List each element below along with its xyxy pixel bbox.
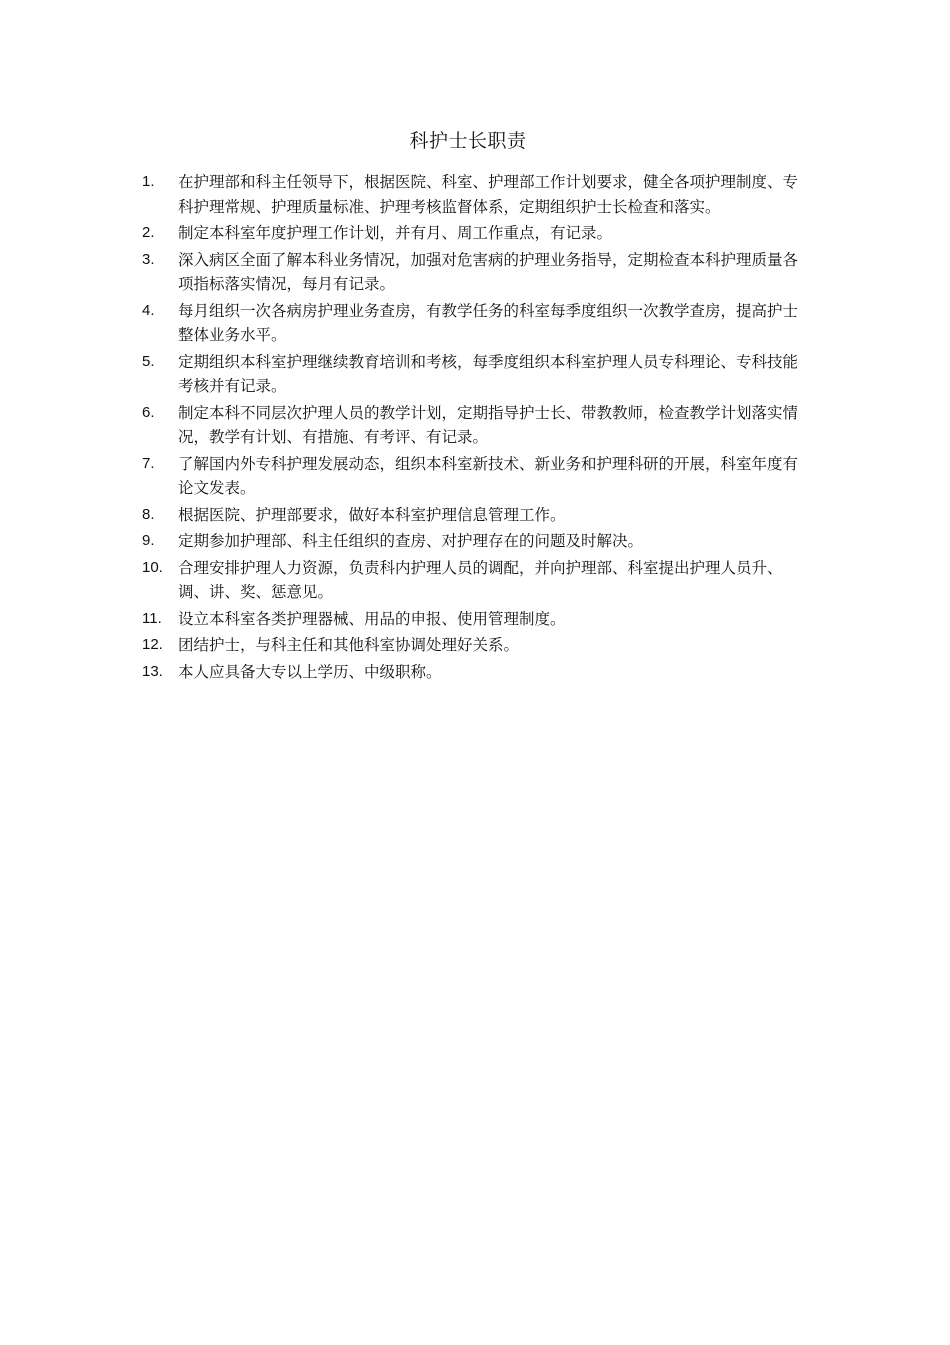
- duty-item: [138, 170, 798, 219]
- duty-number: 11.: [142, 609, 162, 627]
- duty-number: 6.: [142, 403, 155, 421]
- duties-list: [138, 170, 798, 686]
- duty-text: 设立本科室各类护理器械、用品的申报、使用管理制度。: [178, 609, 566, 628]
- duty-number: 3.: [142, 250, 155, 268]
- document-title: 科护士长职责: [409, 130, 527, 152]
- duty-item: [138, 607, 798, 632]
- duty-text: 定期参加护理部、科主任组织的查房、对护理存在的问题及时解决。: [178, 532, 644, 550]
- duty-number: 12.: [142, 636, 163, 653]
- duty-number: 9.: [142, 532, 155, 549]
- duty-text: 根据医院、护理部要求，做好本科室护理信息管理工作。: [178, 505, 566, 524]
- duty-item: [138, 221, 798, 246]
- duty-item: [138, 452, 798, 501]
- duty-text: 团结护士，与科主任和其他科室协调处理好关系。: [178, 636, 520, 654]
- duty-number: 5.: [142, 352, 155, 370]
- duty-item: [138, 350, 798, 399]
- duty-text: 每月组织一次各病房护理业务查房，有教学任务的科室每季度组织一次教学查房，提高护士整体业务水平。: [178, 301, 799, 344]
- duty-text: 制定本科室年度护理工作计划，并有月、周工作重点，有记录。: [178, 224, 613, 242]
- duty-item: [138, 556, 798, 605]
- duty-number: 7.: [142, 454, 155, 472]
- duty-text: 合理安排护理人力资源，负责科内护理人员的调配，并向护理部、科室提出护理人员升、调、讲、奖、惩意见。: [178, 558, 783, 601]
- duty-text: 了解国内外专科护理发展动态，组织本科室新技术、新业务和护理科研的开展，科室年度有论文发表。: [178, 454, 799, 497]
- duty-item: [138, 401, 798, 450]
- duty-text: 本人应具备大专以上学历、中级职称。: [178, 662, 442, 681]
- duty-text: 定期组织本科室护理继续教育培训和考核，每季度组织本科室护理人员专科理论、专科技能考核并有记录。: [178, 352, 799, 395]
- duty-item: [138, 633, 798, 658]
- duty-number: 8.: [142, 505, 155, 523]
- duty-text: 制定本科不同层次护理人员的教学计划，定期指导护士长、带教教师，检查教学计划落实情况，教学有计划、有措施、有考评、有记录。: [178, 403, 799, 446]
- duty-text: 在护理部和科主任领导下，根据医院、科室、护理部工作计划要求，健全各项护理制度、专科护理常规、护理质量标准、护理考核监督体系，定期组织护士长检查和落实。: [178, 173, 799, 216]
- duty-number: 1.: [142, 173, 155, 190]
- duty-item: [138, 529, 798, 554]
- duty-number: 10.: [142, 558, 163, 576]
- duty-item: [138, 503, 798, 528]
- duty-number: 4.: [142, 301, 155, 319]
- duty-item: [138, 299, 798, 348]
- duty-number: 13.: [142, 662, 163, 680]
- duty-number: 2.: [142, 224, 155, 241]
- duty-item: [138, 660, 798, 685]
- duty-item: [138, 248, 798, 297]
- duty-text: 深入病区全面了解本科业务情况，加强对危害病的护理业务指导，定期检查本科护理质量各项指标落实情况，每月有记录。: [178, 250, 799, 293]
